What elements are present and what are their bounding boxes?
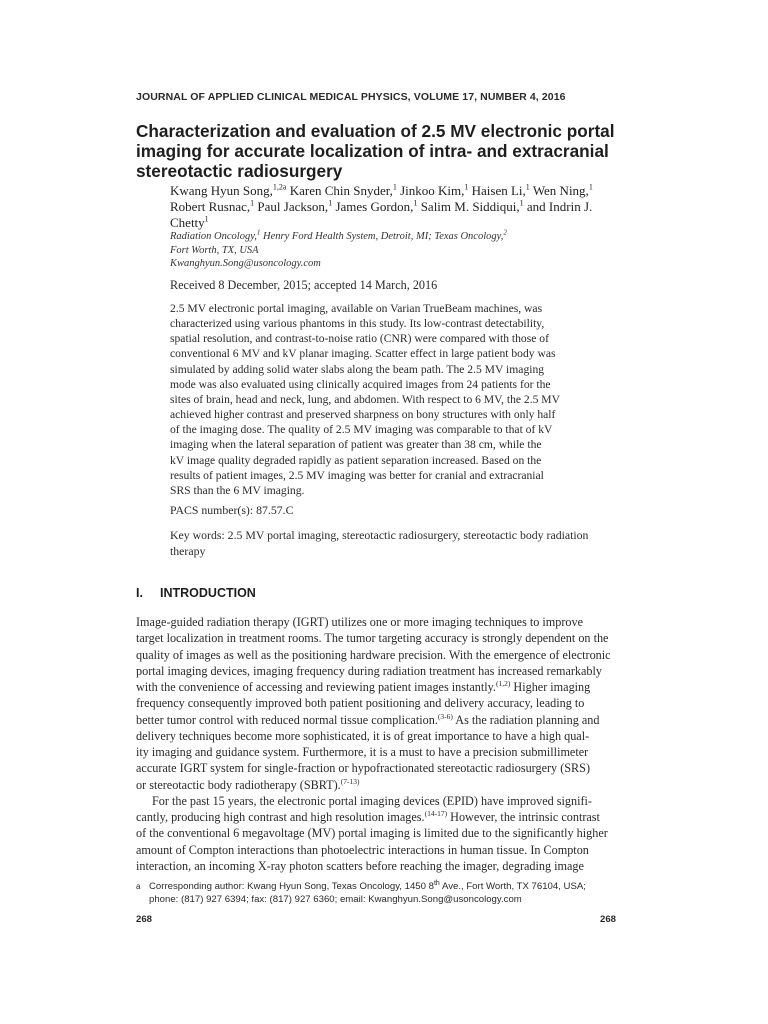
abstract-line: of the imaging dose. The quality of 2.5 MV imaging was comparable to that of kV bbox=[170, 423, 553, 437]
author bbox=[400, 183, 468, 198]
author-email[interactable]: Kwanghyun.Song@usoncology.com bbox=[170, 258, 321, 269]
author-affiliation-sup: 1 bbox=[250, 198, 255, 208]
author-affiliation-sup: 1 bbox=[464, 182, 469, 192]
affiliation-org2: Henry Ford Health System, Detroit, MI; Texas Oncology, bbox=[263, 231, 504, 242]
abstract-line: achieved higher contrast and preserved sharpness on bony structures with only half bbox=[170, 408, 556, 422]
author-affiliation-sup: 1 bbox=[413, 198, 418, 208]
received-dates: Received 8 December, 2015; accepted 14 March, 2016 bbox=[170, 278, 438, 292]
footnote-text-part1: Corresponding author: Kwang Hyun Song, Texas Oncology, 1450 8 bbox=[149, 881, 434, 892]
body-text: frequency consequently improved both patient positioning and delivery accuracy, leading to bbox=[136, 696, 585, 711]
footnote-sup: th bbox=[433, 879, 440, 887]
affiliation-org1: Radiation Oncology, bbox=[170, 231, 257, 242]
body-line bbox=[136, 663, 616, 679]
body-line bbox=[136, 793, 616, 809]
body-text: of the conventional 6 megavoltage (MV) portal imaging is limited due to the significantly higher bbox=[136, 826, 608, 841]
body-line bbox=[136, 760, 616, 776]
affiliation-location: Fort Worth, TX, USA bbox=[170, 244, 259, 256]
footnote-text-part2: Ave., Fort Worth, TX 76104, USA; phone: (817) 927 6394; fax: (817) 927 6360; email: Kwanghyun.Song@usoncology.com bbox=[149, 881, 586, 905]
journal-header: JOURNAL OF APPLIED CLINICAL MEDICAL PHYSICS, VOLUME 17, NUMBER 4, 2016 bbox=[136, 91, 566, 103]
abstract-line: conventional 6 MV and kV planar imaging. Scatter effect in large patient body was bbox=[170, 347, 556, 361]
affiliation-org2-sup: 2 bbox=[503, 228, 507, 237]
citation-sup[interactable]: (7-13) bbox=[340, 776, 360, 786]
body-text: portal imaging devices, imaging frequency during radiation treatment has increased remarkably bbox=[136, 663, 602, 678]
body-text: For the past 15 years, the electronic portal imaging devices (EPID) have improved signifi- bbox=[152, 793, 592, 808]
author-affiliation-sup: 1,2a bbox=[272, 182, 287, 192]
author-affiliation-sup: 1 bbox=[328, 198, 333, 208]
abstract-line: characterized using various phantoms in this study. Its low-contrast detectability, bbox=[170, 317, 545, 331]
abstract-line: sites of brain, head and neck, lung, and abdomen. With respect to 6 MV, the 2.5 MV bbox=[170, 392, 560, 406]
abstract-line: SRS than the 6 MV imaging. bbox=[170, 483, 305, 497]
author bbox=[290, 183, 397, 198]
abstract bbox=[170, 301, 610, 498]
body-text: or stereotactic body radiotherapy (SBRT). bbox=[136, 777, 341, 792]
author-name: Salim M. Siddiqui, bbox=[420, 199, 520, 214]
body-line bbox=[136, 647, 616, 663]
abstract-line: 2.5 MV electronic portal imaging, available on Varian TrueBeam machines, was bbox=[170, 302, 543, 315]
footnote-text bbox=[149, 880, 616, 906]
article-title: Characterization and evaluation of 2.5 MV electronic portal imaging for accurate localization of intra- and extracranial stereotactic radiosurgery bbox=[136, 121, 615, 181]
author-name: James Gordon, bbox=[335, 199, 414, 214]
body-line bbox=[136, 744, 616, 760]
body-text: better tumor control with reduced normal tissue complication. bbox=[136, 712, 438, 727]
citation-sup[interactable]: (1,2) bbox=[495, 679, 511, 688]
footnote bbox=[136, 880, 616, 906]
affiliation-block bbox=[170, 230, 610, 271]
abstract-line: spatial resolution, and contrast-to-noise ratio (CNR) were compared with those of bbox=[170, 332, 549, 346]
keywords: Key words: 2.5 MV portal imaging, stereotactic radiosurgery, stereotactic body radiation therapy bbox=[170, 528, 589, 558]
author-name: Haisen Li, bbox=[471, 183, 526, 198]
author-name: Jinkoo Kim, bbox=[400, 183, 465, 198]
body-text: interaction, an incoming X-ray photon scatters before reaching the imager, degrading image bbox=[136, 858, 584, 873]
body-text: target localization in treatment rooms. The tumor targeting accuracy is strongly dependent on the bbox=[136, 631, 609, 646]
affiliation-orgs bbox=[170, 230, 610, 244]
body-line bbox=[136, 777, 616, 793]
author bbox=[421, 199, 524, 214]
section-number: I. bbox=[136, 586, 143, 600]
author bbox=[170, 183, 286, 198]
body-line bbox=[136, 842, 616, 858]
body-text: ity imaging and guidance system. Furthermore, it is a must to have a precision submillimeter bbox=[136, 745, 589, 759]
body-text-continued: Higher imaging bbox=[510, 680, 591, 694]
body-line bbox=[136, 614, 616, 630]
section-heading bbox=[136, 586, 256, 600]
body-text-continued: However, the intrinsic contrast bbox=[447, 810, 600, 824]
author-affiliation-sup: 1 bbox=[588, 182, 593, 192]
author-affiliation-sup: 1 bbox=[204, 214, 209, 224]
author-name: and Indrin J. Chetty bbox=[170, 199, 593, 230]
body-line bbox=[136, 630, 616, 646]
abstract-line: kV image quality degraded rapidly as patient separation increased. Based on the bbox=[170, 453, 542, 467]
author-affiliation-sup: 1 bbox=[392, 182, 397, 192]
body-text: amount of Compton interactions than photoelectric interactions in human tissue. In Compton bbox=[136, 842, 589, 857]
page-number-right: 268 bbox=[600, 914, 617, 925]
citation-sup[interactable]: (14-17) bbox=[424, 809, 448, 818]
author bbox=[335, 199, 417, 214]
body-text: accurate IGRT system for single-fraction or hypofractionated stereotactic radiosurgery (SRS) bbox=[136, 761, 591, 776]
body-line bbox=[136, 825, 616, 841]
body-text: quality of images as well as the positioning hardware precision. With the emergence of electronic bbox=[136, 647, 611, 662]
body-line bbox=[136, 728, 616, 744]
abstract-line: imaging when the lateral separation of patient was greater than 38 cm, while the bbox=[170, 438, 542, 452]
author-affiliation-sup: 1 bbox=[519, 198, 524, 208]
author bbox=[472, 183, 530, 198]
author bbox=[533, 183, 593, 198]
body-text: cantly, producing high contrast and high resolution images. bbox=[136, 810, 425, 824]
body-text: delivery techniques become more sophisticated, it is of great importance to have a high qual- bbox=[136, 728, 590, 743]
body-line bbox=[136, 712, 616, 728]
body-text: Image-guided radiation therapy (IGRT) utilizes one or more imaging techniques to improve bbox=[136, 615, 584, 629]
author bbox=[257, 199, 332, 214]
introduction-body bbox=[136, 614, 616, 874]
citation-sup[interactable]: (3-6) bbox=[437, 711, 453, 721]
abstract-line: mode was also evaluated using clinically acquired images from 24 patients for the bbox=[170, 377, 551, 391]
body-text-continued: As the radiation planning and bbox=[452, 712, 600, 727]
abstract-line: simulated by adding solid water slabs along the beam path. The 2.5 MV imaging bbox=[170, 362, 545, 376]
footnote-mark: a bbox=[136, 882, 141, 891]
body-line bbox=[136, 858, 616, 874]
abstract-line: results of patient images, 2.5 MV imaging was better for cranial and extracranial bbox=[170, 468, 544, 482]
body-line bbox=[136, 695, 616, 711]
page-number-left: 268 bbox=[136, 914, 153, 925]
section-title: INTRODUCTION bbox=[160, 586, 256, 600]
body-text: with the convenience of accessing and reviewing patient images instantly. bbox=[136, 680, 496, 694]
affiliation-org1-sup: 1 bbox=[256, 228, 261, 237]
pacs-number: PACS number(s): 87.57.C bbox=[170, 503, 294, 517]
author-name: Wen Ning, bbox=[532, 183, 589, 198]
author-name: Robert Rusnac, bbox=[170, 199, 251, 214]
body-line bbox=[136, 809, 616, 825]
author-list bbox=[170, 183, 610, 231]
author bbox=[170, 199, 254, 214]
author-affiliation-sup: 1 bbox=[525, 182, 530, 192]
author-name: Kwang Hyun Song, bbox=[170, 183, 273, 198]
author-name: Paul Jackson, bbox=[257, 199, 329, 214]
body-line bbox=[136, 679, 616, 695]
author-name: Karen Chin Snyder, bbox=[289, 183, 393, 198]
